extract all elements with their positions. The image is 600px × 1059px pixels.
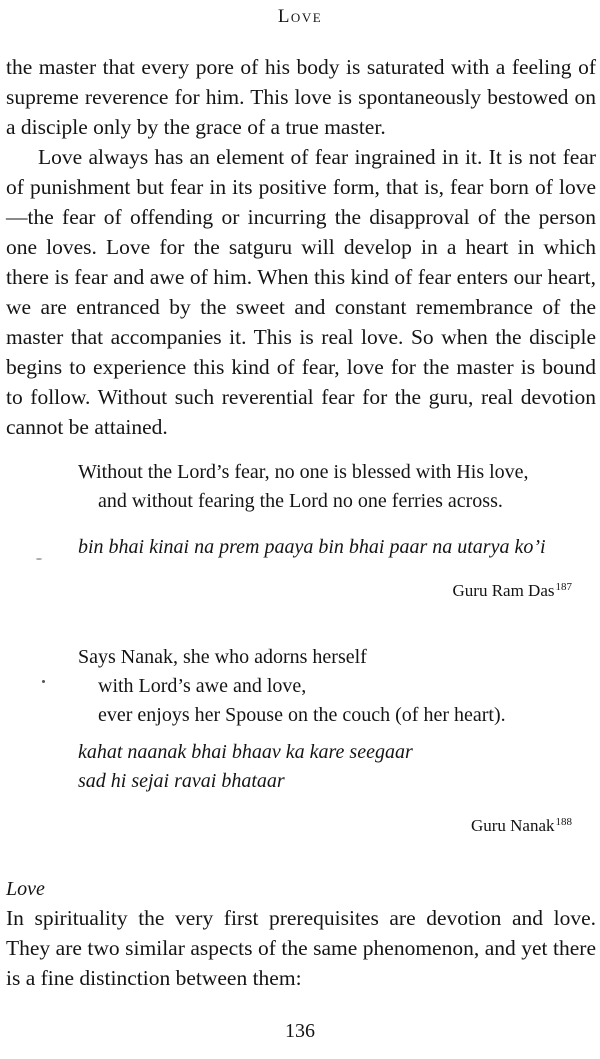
footnote-ref-187: 187 <box>555 581 572 593</box>
paragraph-continued: the master that every pore of his body is saturated with a feeling of supreme reverence for him. This love is spontaneously bestowed on a disciple only by the grace of a true master. <box>6 55 596 139</box>
quote-1-translation <box>78 458 578 516</box>
section-heading: Love <box>6 878 45 900</box>
quote-1-attribution <box>453 576 572 602</box>
footnote-ref-188: 188 <box>555 816 572 828</box>
quote-2-translit-line-1: kahat naanak bhai bhaav ka kare seegaar <box>78 741 413 763</box>
quote-2-translation <box>78 643 578 730</box>
quote-2-line-2: with Lord’s awe and love, <box>98 675 307 697</box>
quote-1-author: Guru Ram Das <box>452 581 555 600</box>
quote-2-line-1: Says Nanak, she who adorns herself <box>78 646 367 668</box>
scan-speck <box>42 680 45 683</box>
quote-2-line-3: ever enjoys her Spouse on the couch (of her heart). <box>98 704 506 726</box>
quote-2-author: Guru Nanak <box>470 816 555 835</box>
quote-2-translit-line-2: sad hi sejai ravai bhataar <box>78 770 285 792</box>
quote-2-attribution <box>471 811 572 837</box>
paragraph-fear: Love always has an element of fear ingrained in it. It is not fear of punishment but fear in its positive form, that is, fear born of love—the fear of offending or incurring the disapproval of the person one loves. Love for the satguru will develop in a heart in which there is fear and awe of him. When this kind of fear enters our heart, we are entranced by the sweet and constant remembrance of the master that accompanies it. This is real love. So when the disciple begins to experience this kind of fear, love for the master is bound to follow. Without such reverential fear for the guru, real devotion cannot be attained. <box>6 145 596 439</box>
running-head: Love <box>277 6 323 27</box>
quote-1-line-2: and without fearing the Lord no one ferries across. <box>98 490 503 512</box>
quote-2-transliteration <box>78 738 598 796</box>
scan-speck <box>36 558 42 560</box>
page-number: 136 <box>285 1020 315 1042</box>
paragraph-spirituality: In spirituality the very first prerequisites are devotion and love. They are two similar aspects of the same phenomenon, and yet there is a fine distinction between them: <box>6 906 596 990</box>
quote-1-transliteration: bin bhai kinai na prem paaya bin bhai paar na utarya ko’i <box>78 536 546 558</box>
quote-1-line-1: Without the Lord’s fear, no one is blessed with His love, <box>78 461 529 483</box>
